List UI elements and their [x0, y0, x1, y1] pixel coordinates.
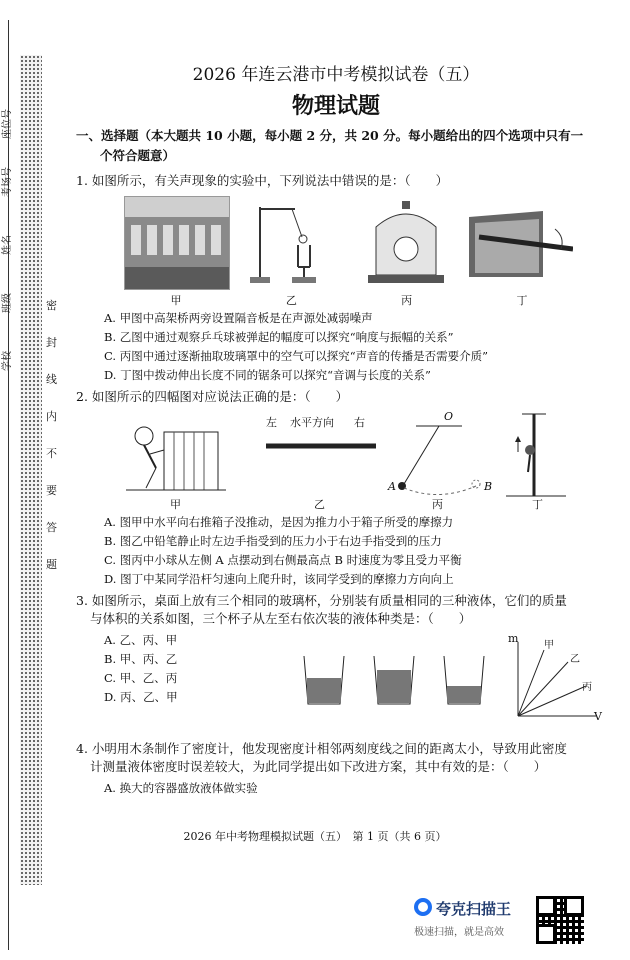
question-2-diagram: [126, 410, 606, 510]
question-2-option-a: A. 图甲中水平向右推箱子没推动，是因为推力小于箱子所受的摩擦力: [104, 515, 454, 529]
figure-label: 丙: [401, 294, 413, 307]
seal-char: 题: [46, 558, 57, 571]
question-1-option-b: B. 乙图中通过观察乒乓球被弹起的幅度可以探究“响度与振幅的关系”: [104, 330, 454, 344]
question-1-figures: [124, 196, 574, 290]
graph-v-label: V: [594, 710, 602, 723]
school-label: 学校: [2, 351, 13, 371]
graph-yi-label: 乙: [570, 654, 580, 665]
overpass-photo: [124, 196, 230, 290]
question-2-option-d: D. 图丁中某同学沿杆匀速向上爬升时，该同学受到的摩擦力方向向上: [104, 572, 454, 586]
seal-char: 答: [46, 521, 57, 534]
question-4-stem-1: 4. 小明用木条制作了密度计，他发现密度计相邻两刻度线之间的距离太小，导致用此密度: [76, 741, 567, 756]
question-2-option-c: C. 图丙中小球从左侧 A 点摆动到右侧最高点 B 时速度为零且受力平衡: [104, 553, 462, 567]
question-3-stem-2: 与体积的关系如图，三个杯子从左至右依次装的液体种类是：（ ）: [90, 611, 472, 626]
subject-title: 物理试题: [291, 94, 380, 119]
question-1-stem: 1. 如图所示，有关声现象的实验中，下列说法中错误的是：（ ）: [76, 173, 449, 188]
figure-label: 甲: [170, 294, 182, 307]
seal-warning: [46, 300, 62, 596]
question-3-option-d: D. 丙、乙、甲: [104, 690, 178, 704]
figure-label-bing: 丙: [432, 498, 443, 511]
question-4-stem-2: 计测量液体密度时误差较大，为此同学提出如下改进方案，其中有效的是：（ ）: [90, 759, 547, 774]
binding-strip: [0, 0, 62, 960]
brand-name: 夸克扫描王: [436, 900, 512, 918]
question-3-option-c: C. 甲、乙、丙: [104, 671, 178, 685]
seat-label: 座位号: [2, 109, 13, 139]
point-o-label: O: [444, 410, 454, 423]
bell-jar-figure: [353, 196, 459, 290]
question-1-option-d: D. 丁图中拨动伸出长度不同的锯条可以探究“音调与长度的关系”: [104, 368, 431, 382]
question-3-stem-1: 3. 如图所示，桌面上放有三个相同的玻璃杯，分别装有质量相同的三种液体，它们的质量: [76, 593, 567, 608]
question-1-option-c: C. 丙图中通过逐渐抽取玻璃罩中的空气可以探究“声音的传播是否需要介质”: [104, 349, 488, 363]
seal-char: 封: [46, 336, 57, 349]
left-label: 左: [266, 416, 277, 429]
brand-tagline: 极速扫描，就是高效: [414, 927, 504, 938]
room-label: 考场号: [2, 167, 13, 197]
qr-code-icon: [536, 896, 584, 944]
right-label: 右: [354, 416, 365, 429]
question-2-stem: 2. 如图所示的四幅图对应说法正确的是：（ ）: [76, 389, 349, 404]
seal-char: 要: [46, 484, 57, 497]
seal-char: 不: [46, 447, 57, 460]
figure-label-ding: 丁: [532, 498, 543, 511]
binding-dot-pattern: [20, 55, 42, 885]
figure-label: 乙: [285, 294, 297, 307]
point-a-label: A: [388, 480, 396, 493]
figure-label: 丁: [516, 294, 528, 307]
figure-label-jia: 甲: [170, 498, 181, 511]
seal-char: 线: [46, 373, 57, 386]
figure-label-yi: 乙: [314, 498, 325, 511]
beakers-figure: [298, 652, 498, 712]
tuning-fork-figure: [239, 196, 345, 290]
graph-m-label: m: [508, 632, 519, 645]
question-3-area: [76, 632, 602, 732]
question-1-figure-labels: [124, 292, 574, 308]
question-4-option-a: A. 换大的容器盛放液体做实验: [104, 781, 258, 795]
exam-page: [76, 60, 602, 799]
section-line-1: 一、选择题（本大题共 10 小题，每小题 2 分，共 20 分。每小题给出的四个选项中只有一: [76, 128, 584, 143]
graph-jia-label: 甲: [544, 640, 554, 651]
section-line-2: 个符合题意）: [100, 148, 176, 163]
page-footer: 2026 年中考物理模拟试题（五） 第 1 页（共 6 页）: [183, 830, 447, 843]
question-2-figures: [126, 410, 606, 510]
seal-char: 内: [46, 410, 57, 423]
ruler-table-figure: [468, 196, 574, 290]
seal-char: 密: [46, 299, 57, 312]
question-2-option-b: B. 图乙中铅笔静止时左边手指受到的压力小于右边手指受到的压力: [104, 534, 442, 548]
question-3-option-a: A. 乙、丙、甲: [104, 633, 178, 647]
student-info-labels: [0, 109, 22, 410]
direction-label: 水平方向: [290, 416, 334, 429]
name-label: 姓名: [2, 235, 13, 255]
scanner-watermark: [412, 898, 532, 938]
question-1-option-a: A. 甲图中高架桥两旁设置隔音板是在声源处减弱噪声: [104, 311, 373, 325]
graph-bing-label: 丙: [582, 682, 592, 693]
exam-title: 2026 年连云港市中考模拟试卷（五）: [192, 65, 480, 85]
point-b-label: B: [484, 480, 493, 493]
question-3-option-b: B. 甲、丙、乙: [104, 652, 178, 666]
section-heading: [76, 126, 596, 166]
class-label: 班级: [2, 293, 13, 313]
quark-logo-icon: [414, 898, 432, 916]
